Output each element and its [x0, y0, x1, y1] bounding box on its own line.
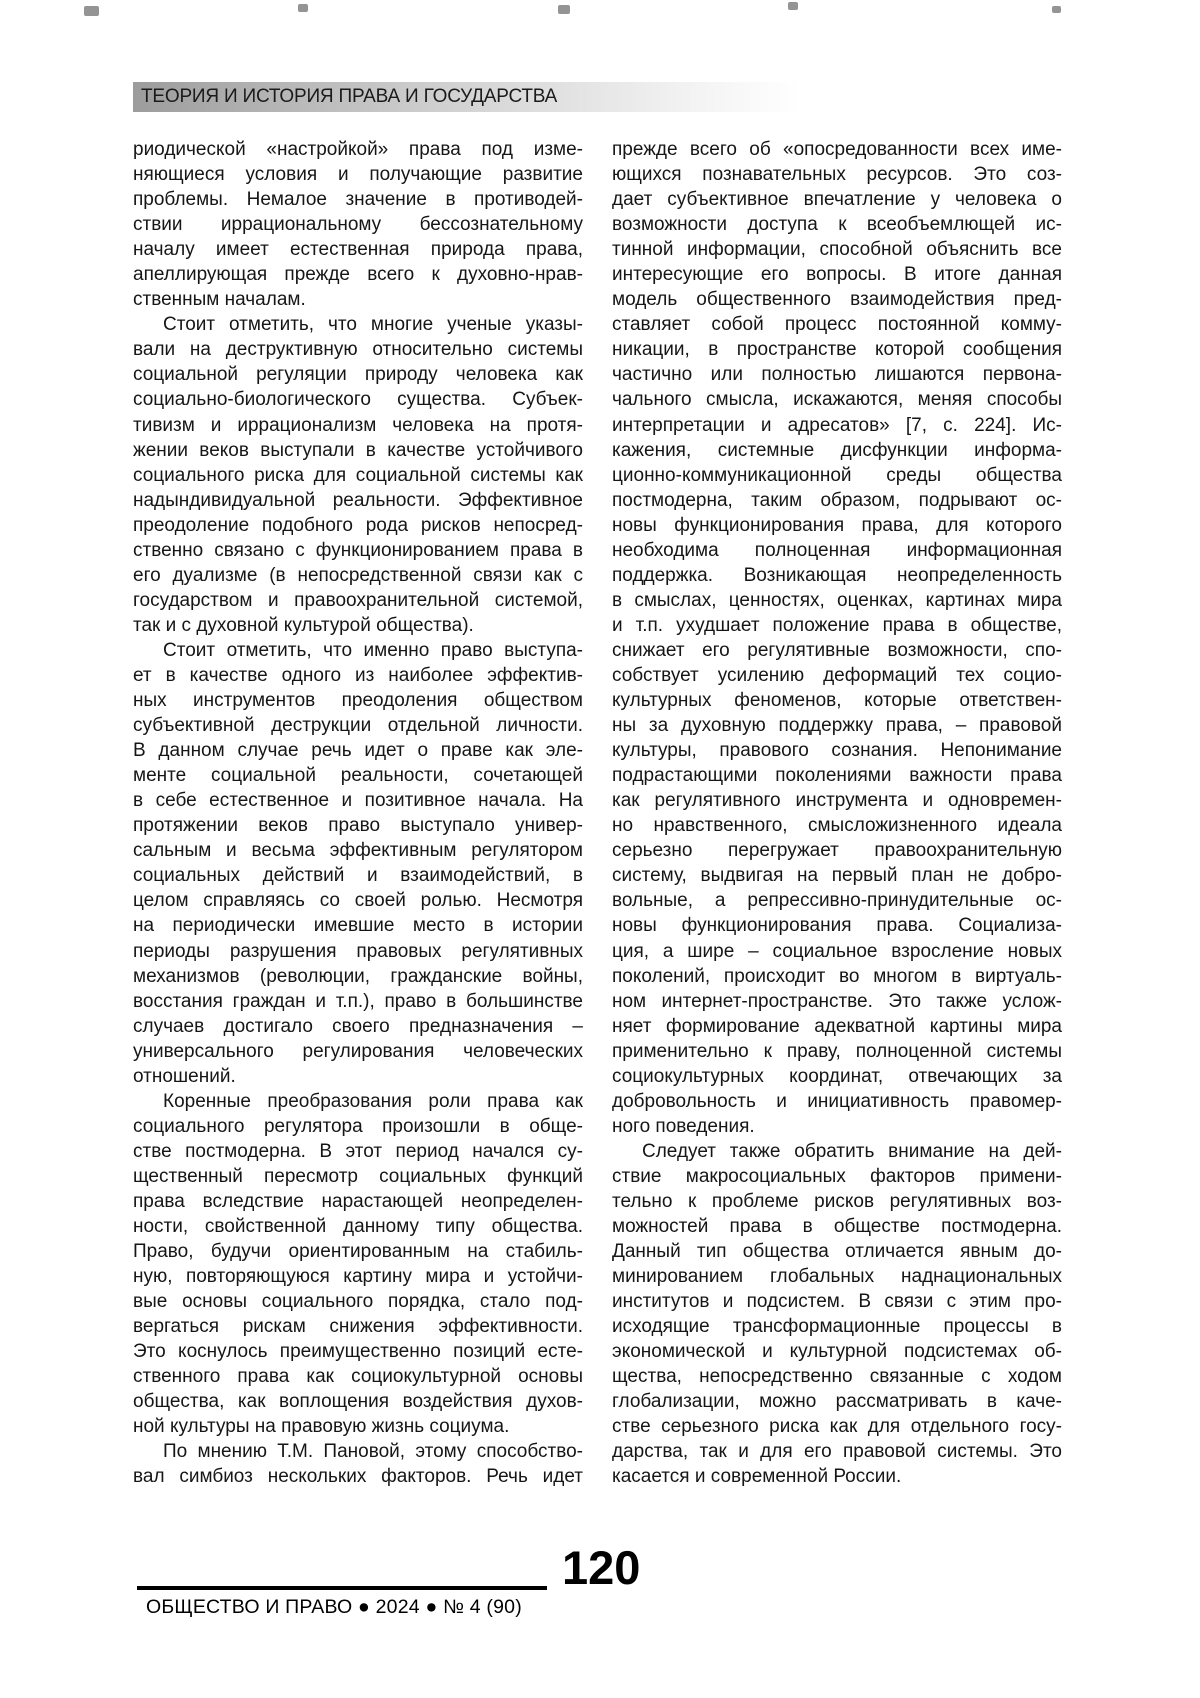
text-line: щества, непосредственно связанные с ходом	[612, 1366, 1062, 1388]
paragraph	[612, 1139, 1062, 1490]
text-line: исходящие трансформационные процессы в	[612, 1316, 1062, 1338]
text-line: тивизм и иррационализм человека на протя-	[133, 414, 583, 436]
text-line: ного поведения.	[612, 1115, 755, 1137]
text-line: менте социальной реальности, сочетающей	[133, 765, 583, 787]
text-line: подрастающими поколениями важности права	[612, 765, 1062, 787]
text-line: добровольность и инициативность правомер-	[612, 1090, 1062, 1112]
text-line: ционно-коммуникационной среды общества	[612, 464, 1062, 486]
text-line: интерпретации и адресатов» [7, с. 224]. Ис-	[612, 414, 1062, 436]
text-line: институтов и подсистем. В связи с этим про-	[612, 1291, 1062, 1313]
text-line: случаев достигало своего предназначения –	[133, 1015, 583, 1037]
page-number: 120	[562, 1541, 641, 1594]
text-line: частично или полностью лишаются первона-	[612, 364, 1062, 386]
scan-artifact	[558, 5, 570, 14]
text-line: ной культуры на правовую жизнь социума.	[133, 1416, 510, 1438]
text-line: ет в качестве одного из наиболее эффектив-	[133, 664, 583, 686]
right-column	[612, 137, 1062, 1490]
text-line: никации, в пространстве которой сообщения	[612, 339, 1062, 361]
text-line: социокультурных координат, отвечающих за	[612, 1065, 1062, 1087]
text-line: его дуализме (в непосредственной связи как с	[133, 564, 583, 586]
text-line: субъективной деструкции отдельной личности.	[133, 715, 583, 737]
text-line: вали на деструктивную относительно системы	[133, 339, 583, 361]
text-line: вые основы социального порядка, стало под-	[133, 1291, 583, 1313]
text-line: касается и современной России.	[612, 1466, 902, 1488]
paragraph	[612, 137, 1062, 1139]
text-line: как регулятивного инструмента и одновремен-	[612, 790, 1062, 812]
text-line: снижает его регулятивные возможности, спо-	[612, 639, 1062, 661]
text-line: Следует также обратить внимание на дей-	[642, 1140, 1062, 1162]
text-line: Стоит отметить, что именно право выступа-	[163, 639, 583, 661]
text-line: ственного права как социокультурной основы	[133, 1366, 583, 1388]
text-line: социального регулятора произошли в обще-	[133, 1115, 583, 1137]
text-line: преодоление подобного рода рисков непосред-	[133, 514, 583, 536]
text-line: стве постмодерна. В этот период начался су-	[133, 1140, 583, 1162]
text-line: началу имеет естественная природа права,	[133, 239, 583, 261]
scan-artifact	[298, 4, 308, 12]
text-line: Право, будучи ориентированным на стабиль-	[133, 1241, 583, 1263]
text-line: дает субъективное впечатление у человека о	[612, 189, 1062, 211]
text-line: периоды разрушения правовых регулятивных	[133, 940, 583, 962]
text-line: тинной информации, способной объяснить все	[612, 239, 1062, 261]
text-line: ющихся познавательных ресурсов. Это соз-	[612, 164, 1062, 186]
text-line: возможности доступа к всеобъемлющей ис-	[612, 214, 1062, 236]
text-line: ставляет собой процесс постоянной комму-	[612, 314, 1062, 336]
text-line: государством и правоохранительной системой,	[133, 589, 583, 611]
text-line: применительно к праву, полноценной системы	[612, 1040, 1062, 1062]
text-line: минированием глобальных наднациональных	[612, 1266, 1062, 1288]
text-line: на периодически имевшие место в истории	[133, 915, 583, 937]
text-line: В данном случае речь идет о праве как эле-	[133, 740, 583, 762]
section-title: ТЕОРИЯ И ИСТОРИЯ ПРАВА И ГОСУДАРСТВА	[141, 86, 558, 107]
text-line: сальным и весьма эффективным регулятором	[133, 840, 583, 862]
text-line: социальных действий и взаимодействий, в	[133, 865, 583, 887]
text-line: можностей права в обществе постмодерна.	[612, 1216, 1062, 1238]
text-line: кажения, системные дисфункции информа-	[612, 439, 1062, 461]
text-line: права вследствие нарастающей неопределен-	[133, 1190, 583, 1212]
text-line: протяжении веков право выступало универ-	[133, 815, 583, 837]
text-line: Это коснулось преимущественно позиций есте-	[133, 1341, 583, 1363]
text-line: в себе естественное и позитивное начала. На	[133, 790, 583, 812]
text-line: ственно связано с функционированием права в	[133, 539, 583, 561]
text-line: социальной регуляции природу человека как	[133, 364, 583, 386]
text-line: няющиеся условия и получающие развитие	[133, 164, 583, 186]
text-line: Коренные преобразования роли права как	[163, 1090, 583, 1112]
text-line: поколений, происходит во многом в виртуаль-	[612, 965, 1062, 987]
text-line: серьезно перегружает правоохранительную	[612, 840, 1062, 862]
text-line: собствует усилению деформаций тех социо-	[612, 664, 1062, 686]
text-line: в смыслах, ценностях, оценках, картинах мира	[612, 589, 1062, 611]
paragraph	[133, 312, 583, 638]
scan-artifact	[84, 6, 99, 16]
text-line: так и с духовной культурой общества).	[133, 614, 474, 636]
text-line: универсального регулирования человеческих	[133, 1040, 583, 1062]
paragraph	[133, 137, 583, 312]
text-line: апеллирующая прежде всего к духовно-нрав-	[133, 264, 583, 286]
text-line: механизмов (революции, гражданские войны,	[133, 965, 583, 987]
paragraph	[133, 1439, 583, 1489]
text-line: культурных феноменов, которые ответствен-	[612, 690, 1062, 712]
text-line: новы функционирования права. Социализа-	[612, 915, 1062, 937]
text-line: но нравственного, смысложизненного идеала	[612, 815, 1062, 837]
scan-artifact	[788, 2, 798, 10]
text-line: няет формирование адекватной картины мира	[612, 1015, 1062, 1037]
text-line: социально-биологического существа. Субъек-	[133, 389, 583, 411]
text-line: тельно к проблеме рисков регулятивных воз-	[612, 1190, 1062, 1212]
text-line: По мнению Т.М. Пановой, этому способство-	[163, 1441, 583, 1463]
section-header-bar	[133, 82, 801, 112]
text-line: ственным началам.	[133, 289, 306, 311]
text-line: социального риска для социальной системы как	[133, 464, 583, 486]
text-line: глобализации, можно рассматривать в каче-	[612, 1391, 1062, 1413]
text-line: постмодерна, таким образом, подрывают ос-	[612, 489, 1062, 511]
text-line: ности, свойственной данному типу общества.	[133, 1216, 583, 1238]
paragraph	[133, 638, 583, 1089]
text-line: новы функционирования права, для которого	[612, 514, 1062, 536]
scan-artifact	[1052, 6, 1061, 13]
text-line: прежде всего об «опосредованности всех име-	[612, 139, 1062, 160]
left-column	[133, 137, 583, 1490]
text-line: ция, а шире – социальное взросление новых	[612, 940, 1062, 962]
text-line: культуры, правового сознания. Непонимание	[612, 740, 1062, 762]
text-line: щественный пересмотр социальных функций	[133, 1165, 583, 1187]
text-line: риодической «настройкой» права под изме-	[133, 139, 583, 160]
text-line: вергаться рискам снижения эффективности.	[133, 1316, 583, 1338]
text-line: экономической и культурной подсистемах об-	[612, 1341, 1062, 1363]
text-line: ном интернет-пространстве. Это также услож-	[612, 990, 1062, 1012]
footer-rule	[137, 1586, 547, 1590]
text-line: ствии иррациональному бессознательному	[133, 214, 583, 236]
text-line: целом справляясь со своей ролью. Несмотря	[133, 890, 583, 912]
text-line: надындивидуальной реальности. Эффективное	[133, 489, 583, 511]
text-line: отношений.	[133, 1065, 236, 1087]
text-line: общества, как воплощения воздействия духов-	[133, 1391, 583, 1413]
text-line: стве серьезного риска как для отдельного госу-	[612, 1416, 1062, 1438]
text-line: вольные, а репрессивно-принудительные ос-	[612, 890, 1062, 912]
text-line: и т.п. ухудшает положение права в обществе,	[612, 614, 1062, 636]
text-line: ную, повторяющуюся картину мира и устойчи-	[133, 1266, 583, 1288]
text-line: вал симбиоз нескольких факторов. Речь идет	[133, 1466, 583, 1488]
paragraph	[133, 1089, 583, 1440]
text-line: жении веков выступали в качестве устойчивого	[133, 439, 583, 461]
text-line: необходима полноценная информационная	[612, 539, 1062, 561]
text-line: восстания граждан и т.п.), право в большинстве	[133, 990, 583, 1012]
text-line: интересующие его вопросы. В итоге данная	[612, 264, 1062, 286]
text-line: Стоит отметить, что многие ученые указы-	[163, 314, 583, 336]
text-line: ны за духовную поддержку права, – правовой	[612, 715, 1062, 737]
text-line: систему, выдвигая на первый план не добро-	[612, 865, 1062, 887]
text-line: ных инструментов преодоления обществом	[133, 690, 583, 712]
text-line: проблемы. Немалое значение в противодей-	[133, 189, 583, 211]
text-line: модель общественного взаимодействия пред-	[612, 289, 1062, 311]
journal-footer: ОБЩЕСТВО И ПРАВО ● 2024 ● № 4 (90)	[146, 1596, 522, 1618]
text-line: чального смысла, искажаются, меняя способы	[612, 389, 1062, 411]
text-line: Данный тип общества отличается явным до-	[612, 1241, 1062, 1263]
article-body	[133, 137, 1062, 1490]
text-line: ствие макросоциальных факторов примени-	[612, 1165, 1062, 1187]
text-line: поддержка. Возникающая неопределенность	[612, 564, 1062, 586]
text-line: дарства, так и для его правовой системы. Это	[612, 1441, 1062, 1463]
